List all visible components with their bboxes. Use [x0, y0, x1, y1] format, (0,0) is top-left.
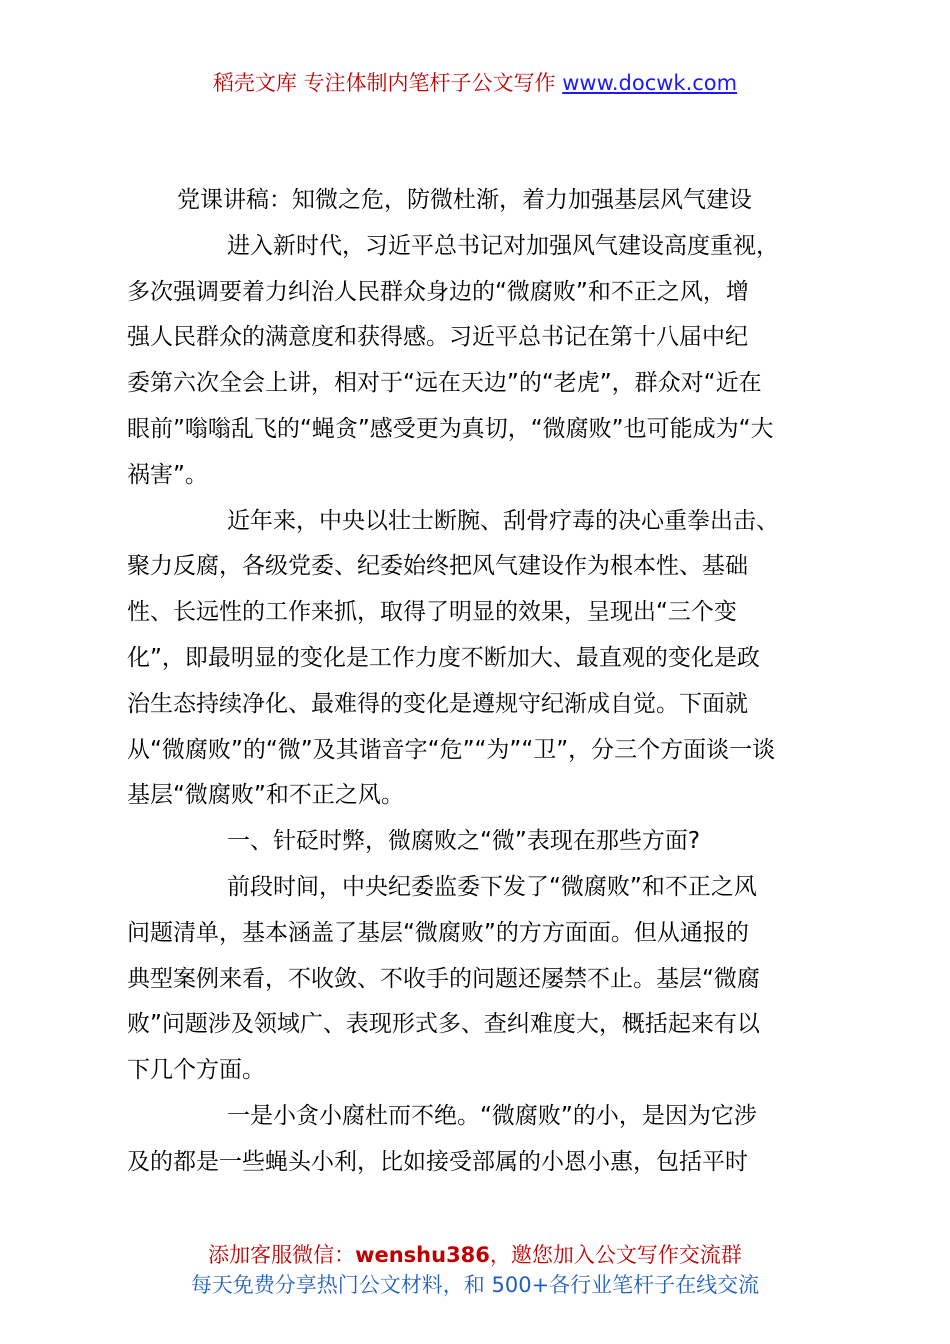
header-text: 稻壳文库 专注体制内笔杆子公文写作	[212, 71, 556, 95]
document-body	[127, 178, 839, 1186]
header-url-link[interactable]: www.docwk.com	[562, 71, 738, 95]
paragraph-line: 进入新时代，习近平总书记对加强风气建设高度重视，	[227, 232, 779, 259]
footer-wechat-id: wenshu386	[355, 1243, 490, 1267]
footer-line-2: 每天免费分享热门公文材料，和 500+各行业笔杆子在线交流	[190, 1273, 760, 1297]
paragraph-line: 聚力反腐，各级党委、纪委始终把风气建设作为根本性、基础	[127, 553, 748, 580]
document-footer	[0, 1240, 950, 1300]
paragraph	[127, 819, 839, 865]
paragraph-line: 强人民群众的满意度和获得感。习近平总书记在第十八届中纪	[127, 324, 748, 351]
paragraph-line: 化”，即最明显的变化是工作力度不断加大、最直观的变化是政	[127, 644, 760, 671]
paragraph	[127, 499, 839, 820]
paragraph	[127, 865, 839, 1094]
paragraph-line: 祸害”。	[127, 461, 208, 488]
paragraph-line: 近年来，中央以壮士断腕、刮骨疗毒的决心重拳出击、	[227, 507, 779, 534]
paragraph-line: 眼前”嗡嗡乱飞的“蝇贪”感受更为真切，“微腐败”也可能成为“大	[127, 415, 774, 442]
paragraph-line: 从“微腐败”的“微”及其谐音字“危”“为”“卫”，分三个方面谈一谈	[127, 736, 776, 763]
paragraph-line: 下几个方面。	[127, 1057, 265, 1084]
paragraph-line: 一、针砭时弊，微腐败之“微”表现在那些方面?	[227, 828, 701, 855]
paragraph	[127, 224, 839, 499]
document-title: 党课讲稿：知微之危，防微杜渐，着力加强基层风气建设	[177, 187, 752, 213]
paragraph-line: 治生态持续净化、最难得的变化是遵规守纪渐成自觉。下面就	[127, 690, 748, 717]
paragraph-line: 典型案例来看，不收敛、不收手的问题还屡禁不止。基层“微腐	[127, 965, 760, 992]
paragraph-line: 基层“微腐败”和不正之风。	[127, 782, 404, 809]
paragraph-line: 一是小贪小腐杜而不绝。“微腐败”的小，是因为它涉	[227, 1102, 757, 1129]
paragraph-line: 败”问题涉及领域广、表现形式多、查纠难度大，概括起来有以	[127, 1011, 760, 1038]
footer-suffix: ，邀您加入公文写作交流群	[489, 1243, 742, 1267]
paragraph-container	[127, 224, 839, 1186]
footer-prefix: 添加客服微信：	[208, 1243, 356, 1267]
paragraph	[127, 1094, 839, 1186]
document-header	[0, 68, 950, 98]
paragraph-line: 前段时间，中央纪委监委下发了“微腐败”和不正之风	[227, 873, 757, 900]
paragraph-line: 及的都是一些蝇头小利，比如接受部属的小恩小惠，包括平时	[127, 1148, 748, 1175]
footer-line-1	[0, 1240, 950, 1270]
paragraph-line: 性、长远性的工作来抓，取得了明显的效果，呈现出“三个变	[127, 599, 737, 626]
paragraph-line: 委第六次全会上讲，相对于“远在天边”的“老虎”，群众对“近在	[127, 370, 762, 397]
paragraph-line: 问题清单，基本涵盖了基层“微腐败”的方方面面。但从通报的	[127, 919, 749, 946]
paragraph-line: 多次强调要着力纠治人民群众身边的“微腐败”和不正之风，增	[127, 278, 749, 305]
